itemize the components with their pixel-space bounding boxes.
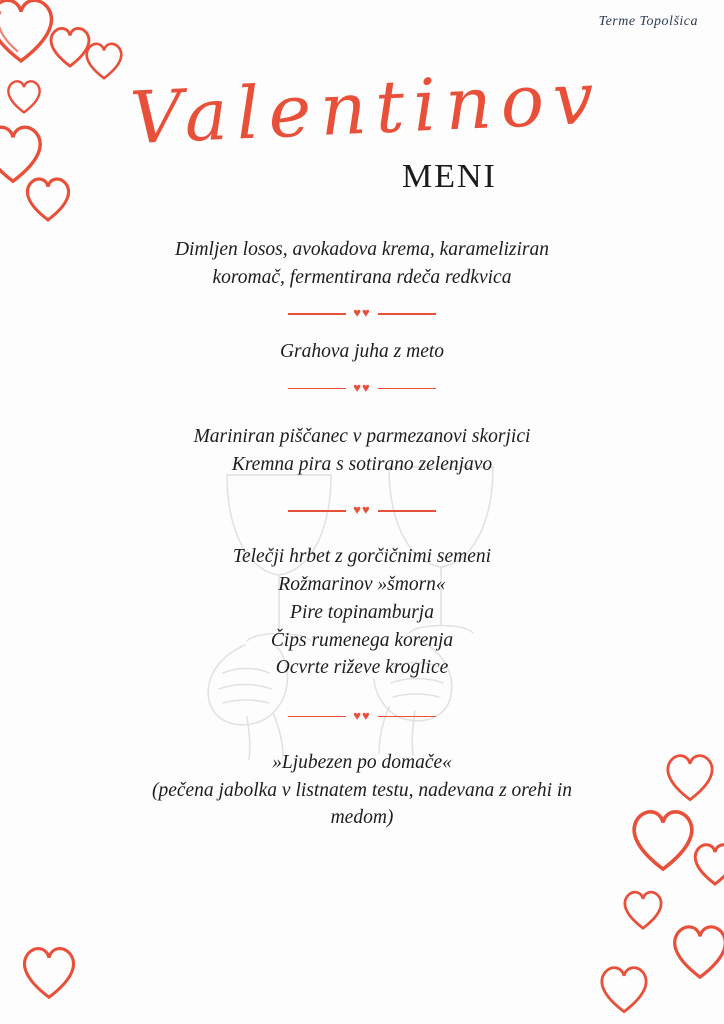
- divider-hearts-icon: ♥♥: [353, 502, 371, 518]
- divider-hearts-icon: ♥♥: [353, 380, 371, 396]
- menu-course-line: Kremna pira s sotirano zelenjavo: [231, 453, 493, 475]
- title-subtitle: MENI: [402, 158, 497, 195]
- menu-course: [62, 749, 662, 832]
- heart-icon: [690, 838, 724, 886]
- menu-course-line: Mariniran piščanec v parmezanovi skorjici: [193, 426, 531, 448]
- heart-icon: [596, 960, 652, 1014]
- heart-icon: [668, 918, 724, 980]
- divider-bar-left: [288, 716, 346, 717]
- divider-bar-left: [288, 313, 346, 314]
- heart-icon: [0, 0, 60, 64]
- menu-course-line: Grahova juha z meto: [279, 341, 445, 363]
- menu-course: [62, 543, 662, 681]
- menu-course-line: »Ljubezen po domače«: [272, 751, 452, 773]
- course-divider: [62, 307, 662, 320]
- menu-course-line: medom): [330, 807, 394, 829]
- divider-bar-left: [288, 388, 346, 389]
- menu-course-line: Rožmarinov »šmorn«: [278, 574, 446, 596]
- heart-icon: [620, 886, 666, 930]
- course-divider: [62, 382, 662, 395]
- divider-bar-left: [288, 510, 346, 511]
- menu-course: [62, 423, 662, 478]
- menu-course-line: Dimljen losos, avokadova krema, karameliziran: [174, 239, 550, 260]
- heart-icon: [46, 22, 94, 68]
- title-script: Valentinov: [128, 55, 604, 161]
- menu-course: [62, 338, 662, 366]
- divider-bar-right: [378, 510, 436, 511]
- menu-course: [62, 236, 662, 291]
- menu-course-line: koromač, fermentirana rdeča redkvica: [212, 266, 512, 288]
- menu-course-line: Čips rumenega korenja: [270, 629, 454, 651]
- heart-icon: [22, 172, 74, 222]
- menu-course-line: Telečji hrbet z gorčičnimi semeni: [232, 546, 492, 568]
- page-title: [0, 55, 724, 195]
- heart-icon: [662, 748, 718, 802]
- heart-icon: [18, 940, 80, 1000]
- divider-bar-right: [378, 388, 436, 389]
- menu-course-line: Pire topinamburja: [290, 601, 434, 623]
- brand-logo: Terme Topolšica: [598, 14, 698, 29]
- divider-bar-right: [378, 716, 436, 717]
- divider-bar-right: [378, 313, 436, 314]
- menu-course-line: Ocvrte riževe kroglice: [275, 657, 449, 679]
- course-divider: [62, 707, 662, 723]
- menu-course-line: (pečena jabolka v listnatem testu, nadevana z orehi in: [151, 779, 573, 801]
- divider-hearts-icon: ♥♥: [353, 305, 371, 321]
- menu-list: [62, 236, 662, 832]
- course-divider: [62, 504, 662, 517]
- divider-hearts-icon: ♥♥: [353, 707, 371, 723]
